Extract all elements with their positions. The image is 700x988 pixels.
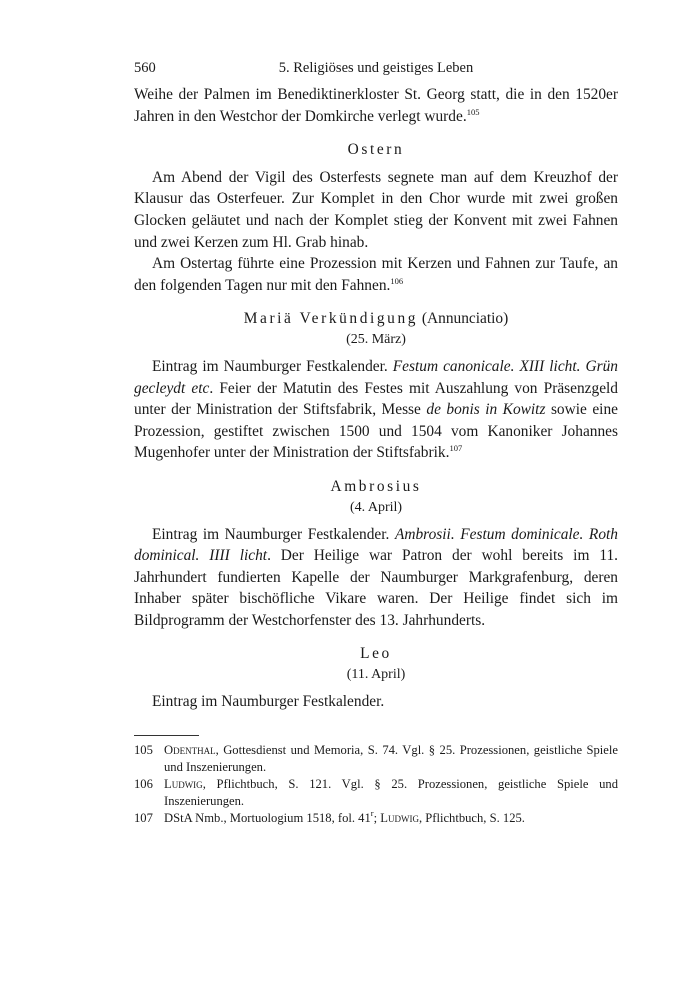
section-heading-leo: Leo <box>360 645 392 663</box>
footnote-ref: 107 <box>449 443 463 454</box>
paragraph: Am Ostertag führte eine Prozession mit Kerzen und Fahnen zur Taufe, an den folgenden Tagen nur mit den Fahnen.$^{106}$ <box>134 255 618 294</box>
feast-date: (11. April) <box>346 667 406 683</box>
paragraph: Eintrag im Naumburger Festkalender. Ambrosii. Festum dominicale. Roth dominical. IIII licht. Der Heilige war Patron der wohl bereits im 11. Jahrhundert fundierten Kapelle der Naumburger Markgrafenburg, deren Inhaber später bischöfliche Vikare waren. Der Heilige findet sich im Bildprogramm der Westchorfenster des 13. Jahrhunderts. <box>134 525 618 629</box>
running-title: 5. Religiöses und geistiges Leben <box>278 60 474 76</box>
section-heading-ambrosius: Ambrosius <box>330 477 422 495</box>
paragraph: Eintrag im Naumburger Festkalender. Festum canonicale. XIII licht. Grün gecleydt etc. Feier der Matutin des Festes mit Auszahlung von Präsenzgeld unter der Ministration der Stiftsfabrik, Messe de bonis in Kowitz sowie eine Prozession, gestiftet zwischen 1500 und 1504 vom Kanoniker Johannes Mugenhofer unter der Ministration der Stiftsfabrik.$^{107}$ <box>134 357 618 462</box>
footnote: 107 DStA Nmb., Mortuologium 1518, fol. 41$^r$; Ludwig, Pflichtbuch, S. 125. <box>134 807 525 825</box>
footnote: 106 Ludwig, Pflichtbuch, S. 121. Vgl. § 25. Prozessionen, geistliche Spiele und Inszenierungen. <box>134 776 618 808</box>
feast-date: (4. April) <box>349 499 403 515</box>
intro-paragraph: Weihe der Palmen im Benediktinerkloster St. Georg statt, die in den 1520er Jahren in den Westchor der Domkirche verlegt wurde.$^{105}$ <box>134 86 618 125</box>
section-heading-annunciatio: Mariä Verkündigung (Annunciatio) <box>243 310 509 328</box>
running-header <box>134 60 618 84</box>
paragraph: Eintrag im Naumburger Festkalender. <box>152 693 385 711</box>
section-heading-ostern: Ostern <box>347 141 405 159</box>
book-page <box>134 60 618 827</box>
footnote-rule <box>134 735 199 736</box>
footnote: 105 Odenthal, Gottesdienst und Memoria, S. 74. Vgl. § 25. Prozessionen, geistliche Spiele und Inszenierungen. <box>134 742 618 774</box>
page-number: 560 <box>134 60 156 76</box>
feast-date: (25. März) <box>346 331 406 347</box>
paragraph: Am Abend der Vigil des Osterfests segnete man auf dem Kreuzhof der Klausur das Osterfeuer. Zur Komplet in den Chor wurde mit zwei großen Glocken geläutet und nach der Komplet stieg der Konvent mit zwei Fahnen und zwei Kerzen zum Hl. Grab hinab. <box>134 168 618 251</box>
footnote-ref: 105 <box>466 106 480 117</box>
footnote-ref: 106 <box>390 275 404 286</box>
main-text <box>134 84 618 713</box>
